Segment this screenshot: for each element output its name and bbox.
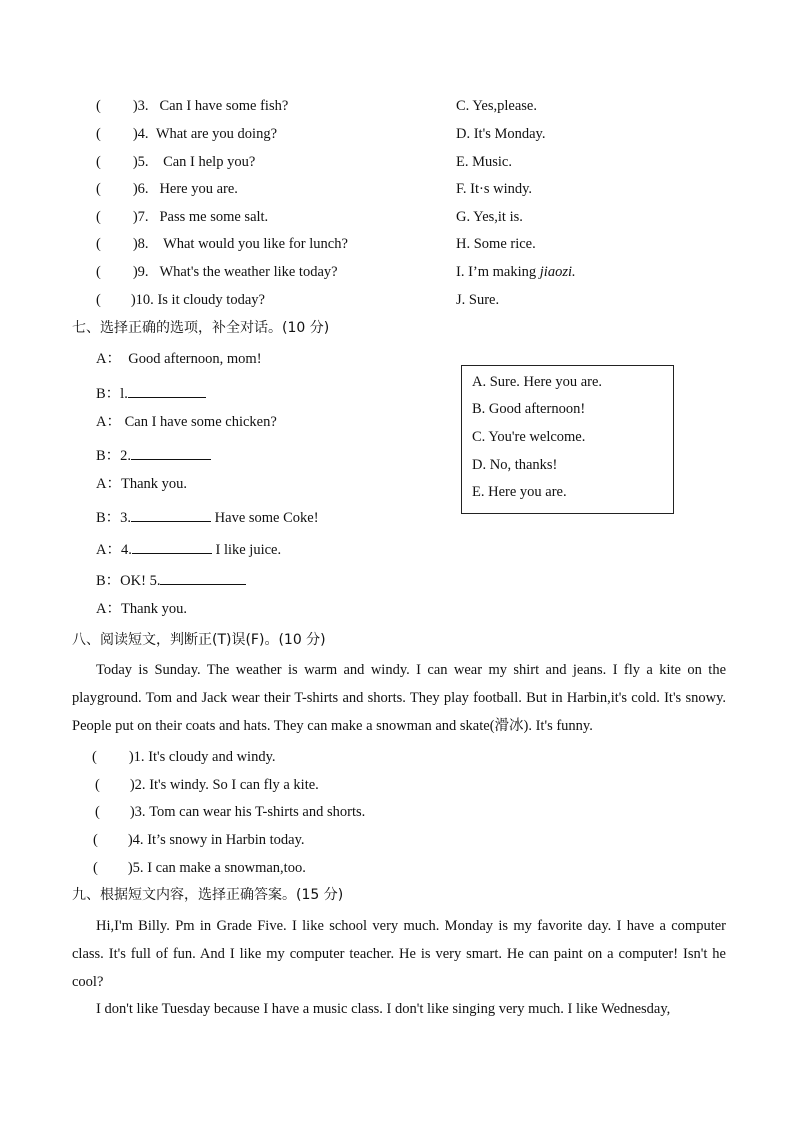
answer-e: E. Music.	[456, 154, 512, 170]
matching-question-3: ( )3. Can I have some fish?	[96, 98, 289, 114]
answer-blank-3[interactable]	[131, 508, 211, 522]
matching-question-5: ( )5. Can I help you?	[96, 154, 256, 170]
dialogue-line-1: A： Good afternoon, mom!	[96, 351, 262, 367]
option-d: D. No, thanks!	[472, 457, 558, 473]
tf-item-2: ( )2. It's windy. So I can fly a kite.	[95, 777, 319, 793]
dialogue-line-2: B：l.	[96, 384, 206, 402]
section8-passage: Today is Sunday. The weather is warm and windy. I can wear my shirt and jeans. I fly a kite on the playground. Tom and Jack wear their T-shirts and shorts. They play football. But in Harbin,it's cold. It's snowy. People put on their coats and hats. They can make a snowman and skate(滑冰). It's funny.	[72, 662, 726, 734]
dialogue-line-9: A：Thank you.	[96, 601, 188, 617]
matching-question-9: ( )9. What's the weather like today?	[96, 264, 338, 280]
option-a: A. Sure. Here you are.	[472, 374, 603, 390]
tf-item-3: ( )3. Tom can wear his T-shirts and shorts.	[95, 804, 366, 820]
tf-item-1: ( )1. It's cloudy and windy.	[92, 749, 276, 765]
section9-paragraph-1: Hi,I'm Billy. Pm in Grade Five. I like school very much. Monday is my favorite day. I have a computer class. It's full of fun. And I like my computer teacher. He is very smart. He can paint on a computer! Isn't he cool?	[72, 918, 726, 990]
dialogue-line-8: B：OK! 5.	[96, 571, 246, 589]
dialogue-line-4: B：2.	[96, 446, 211, 464]
answer-blank-4[interactable]	[132, 540, 212, 554]
answer-d: D. It's Monday.	[456, 126, 546, 142]
answer-j: J. Sure.	[456, 292, 500, 308]
answer-c: C. Yes,please.	[456, 98, 537, 114]
section7-options-box	[461, 365, 674, 514]
answer-f: F. It·s windy.	[456, 181, 533, 197]
answer-g: G. Yes,it is.	[456, 209, 523, 225]
option-e: E. Here you are.	[472, 484, 567, 500]
tf-item-4: ( )4. It’s snowy in Harbin today.	[93, 832, 305, 848]
answer-blank-1[interactable]	[128, 384, 206, 398]
matching-question-10: ( )10. Is it cloudy today?	[96, 292, 265, 308]
dialogue-line-6: B：3. Have some Coke!	[96, 510, 319, 526]
section9-heading: 九、根据短文内容，选择正确答案。(15 分)	[72, 887, 344, 903]
dialogue-line-5: A：Thank you.	[96, 476, 188, 492]
option-c: C. You're welcome.	[472, 429, 586, 445]
matching-question-8: ( )8. What would you like for lunch?	[96, 236, 348, 252]
dialogue-line-7: A：4. I like juice.	[96, 542, 282, 558]
answer-blank-2[interactable]	[131, 446, 211, 460]
section8-heading: 八、阅读短文，判断正(T)误(F)。(10 分)	[72, 632, 326, 648]
section7-heading: 七、选择正确的选项，补全对话。(10 分)	[72, 320, 330, 336]
section9-paragraph-2: I don't like Tuesday because I have a music class. I don't like singing very much. I like Wednesday,	[96, 1001, 671, 1017]
matching-question-6: ( )6. Here you are.	[96, 181, 238, 197]
answer-blank-5[interactable]	[160, 571, 246, 585]
tf-item-5: ( )5. I can make a snowman,too.	[93, 860, 306, 876]
matching-question-4: ( )4. What are you doing?	[96, 126, 278, 142]
matching-question-7: ( )7. Pass me some salt.	[96, 209, 269, 225]
answer-i: I. I’m making jiaozi.	[456, 264, 576, 280]
dialogue-line-3: A： Can I have some chicken?	[96, 414, 277, 430]
option-b: B. Good afternoon!	[472, 401, 586, 417]
answer-h: H. Some rice.	[456, 236, 536, 252]
